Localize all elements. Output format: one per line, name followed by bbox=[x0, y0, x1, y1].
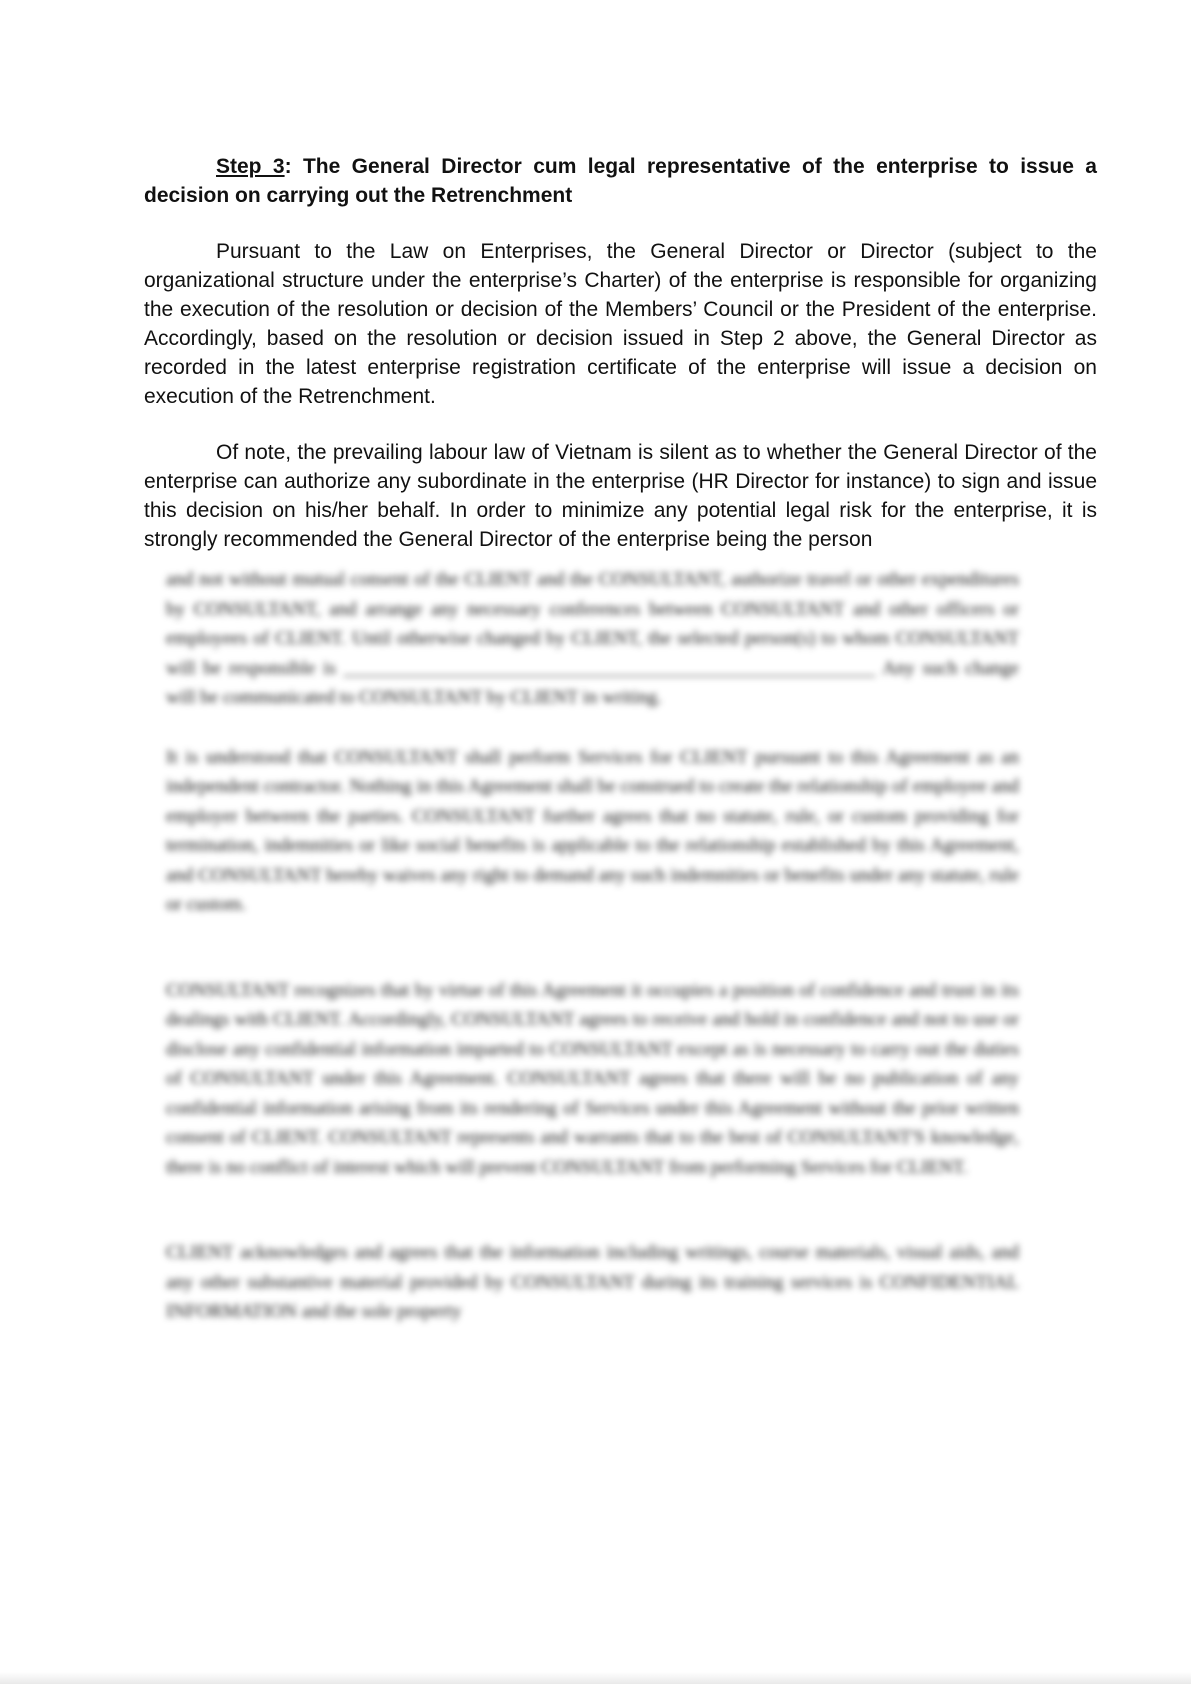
blurred-preview-region bbox=[166, 565, 1019, 1357]
paragraph-of-note: Of note, the prevailing labour law of Vietnam is silent as to whether the General Director of the enterprise can authorize any subordinate in the enterprise (HR Director for instance) to sign and issue this decision on his/her behalf. In order to minimize any potential legal risk for the enterprise, it is strongly recommended the General Director of the enterprise being the person bbox=[144, 441, 1097, 551]
paragraph-law-on-enterprises: Pursuant to the Law on Enterprises, the General Director or Director (subject to the organizational structure under the enterprise’s Charter) of the enterprise is responsible for organizing the execution of the resolution or decision of the Members’ Council or the President of the enterprise. Accordingly, based on the resolution or decision issued in Step 2 above, the General Director as recorded in the latest enterprise registration certificate of the enterprise will issue a decision on execution of the Retrenchment. bbox=[144, 240, 1097, 408]
blurred-paragraph: and not without mutual consent of the CLIENT and the CONSULTANT, authorize travel or other expenditures by CONSULTANT, and arrange any necessary conferences between CONSULTANT and other officers or employees of CLIENT. Until otherwise changed by CLIENT, the selected person(s) to whom CONSULTANT will be responsible is ________________________________________________________ Any such change will be communicated to CONSULTANT by CLIENT in writing. bbox=[166, 569, 1019, 708]
step-title: : The General Director cum legal representative of the enterprise to issue a decision on carrying out the Retrenchment bbox=[144, 155, 1097, 207]
blurred-paragraph: It is understood that CONSULTANT shall perform Services for CLIENT pursuant to this Agreement as an independent contractor. Nothing in this Agreement shall be construed to create the relationship of employee and employer between the parties. CONSULTANT further agrees that no statute, rule, or custom providing for termination, indemnities or like social benefits is applicable to the relationship established by this Agreement, and CONSULTANT hereby waives any right to demand any such indemnities or benefits under any statute, rule or custom. bbox=[166, 746, 1019, 915]
page-bottom-edge bbox=[0, 1672, 1191, 1684]
document-page bbox=[144, 152, 1097, 581]
step-heading bbox=[144, 152, 1097, 210]
step-label: Step 3 bbox=[216, 155, 285, 178]
blurred-paragraph: CONSULTANT recognizes that by virtue of this Agreement it occupies a position of confidence and trust in its dealings with CLIENT. Accordingly, CONSULTANT agrees to receive and hold in confidence and not to use or disclose any confidential information imparted to CONSULTANT except as is necessary to carry out the duties of CONSULTANT under this Agreement. CONSULTANT agrees that there will be no publication of any confidential information arising from its rendering of Services under this Agreement without the prior written consent of CLIENT. CONSULTANT represents and warrants that to the best of CONSULTANT'S knowledge, there is no conflict of interest which will prevent CONSULTANT from performing Services for CLIENT. bbox=[166, 979, 1019, 1178]
blurred-paragraph: CLIENT acknowledges and agrees that the information including writings, course materials, visual aids, and any other substantive material provided by CONSULTANT during its training services is CONFIDENTIAL INFORMATION and the sole property bbox=[166, 1242, 1019, 1322]
